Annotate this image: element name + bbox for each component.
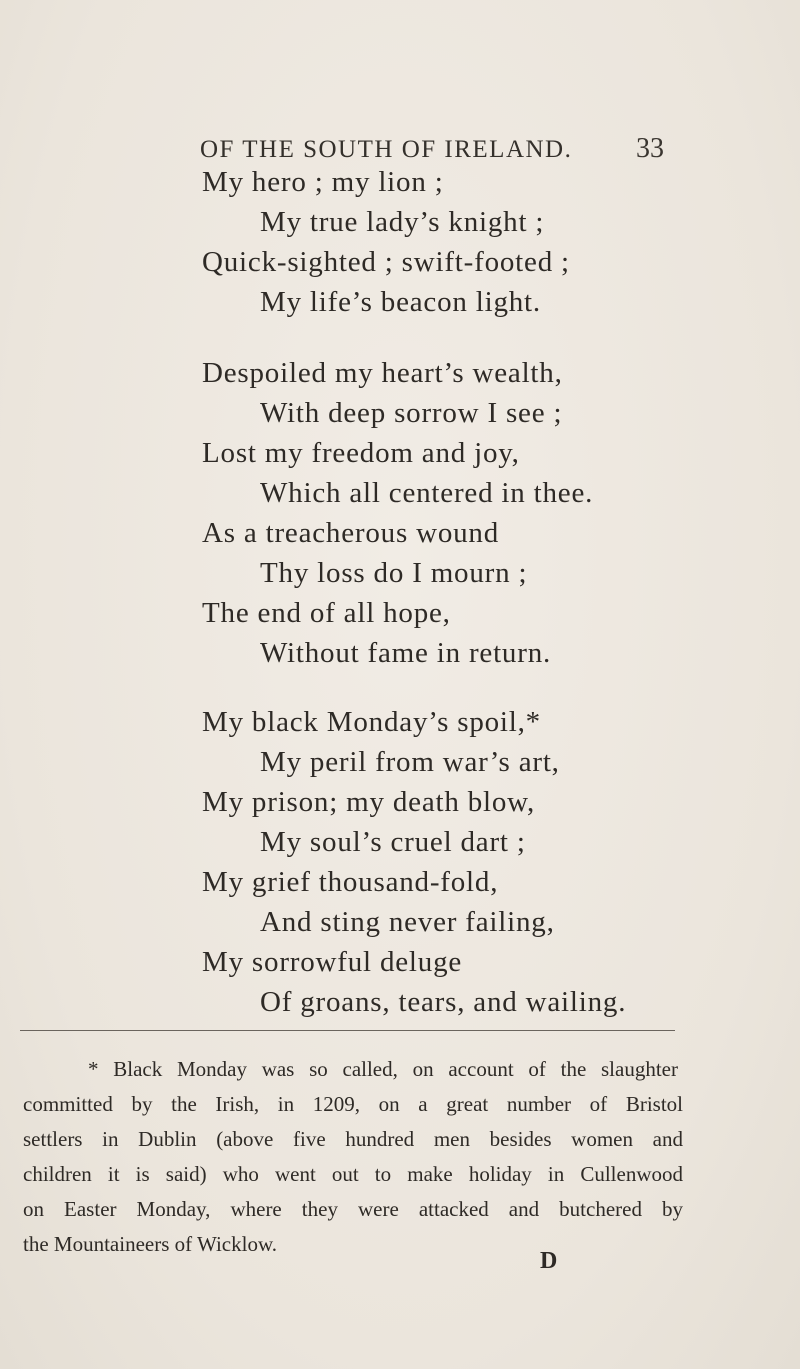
- verse-line: As a treacherous wound: [202, 517, 500, 549]
- verse-line: With deep sorrow I see ;: [260, 397, 563, 429]
- footnote: [23, 1052, 683, 1262]
- footnote-line: on Easter Monday, where they were attacked and butchered by: [23, 1197, 683, 1221]
- footnote-rule: [20, 1030, 675, 1031]
- footnote-line: children it is said) who went out to make holiday in Cullenwood: [23, 1162, 683, 1186]
- verse-line: My grief thousand-fold,: [202, 866, 499, 898]
- signature-mark: D: [540, 1248, 558, 1274]
- verse-line: The end of all hope,: [202, 597, 451, 629]
- verse-line: My prison; my death blow,: [202, 786, 536, 818]
- verse-line: Of groans, tears, and wailing.: [260, 986, 627, 1018]
- verse-line: Thy loss do I mourn ;: [260, 557, 528, 589]
- running-head: OF THE SOUTH OF IRELAND.: [200, 136, 573, 163]
- footnote-line: * Black Monday was so called, on account of the slaughter: [88, 1057, 678, 1081]
- verse-line: My hero ; my lion ;: [202, 166, 444, 198]
- verse-line: My black Monday’s spoil,*: [202, 706, 541, 738]
- verse-line: Which all centered in thee.: [260, 477, 594, 509]
- footnote-line: the Mountaineers of Wicklow.: [23, 1232, 278, 1256]
- verse-line: Without fame in return.: [260, 637, 552, 669]
- verse-line: Quick-sighted ; swift-footed ;: [202, 246, 570, 278]
- verse-line: My peril from war’s art,: [260, 746, 560, 778]
- verse-line: My true lady’s knight ;: [260, 206, 545, 238]
- page-number: 33: [636, 133, 664, 164]
- verse-line: My life’s beacon light.: [260, 286, 541, 318]
- verse-line: My soul’s cruel dart ;: [260, 826, 526, 858]
- footnote-line: committed by the Irish, in 1209, on a great number of Bristol: [23, 1092, 683, 1116]
- verse-line: Lost my freedom and joy,: [202, 437, 520, 469]
- verse-line: Despoiled my heart’s wealth,: [202, 357, 563, 389]
- footnote-line: settlers in Dublin (above five hundred men besides women and: [23, 1127, 683, 1151]
- verse-line: My sorrowful deluge: [202, 946, 463, 978]
- verse-line: And sting never failing,: [260, 906, 555, 938]
